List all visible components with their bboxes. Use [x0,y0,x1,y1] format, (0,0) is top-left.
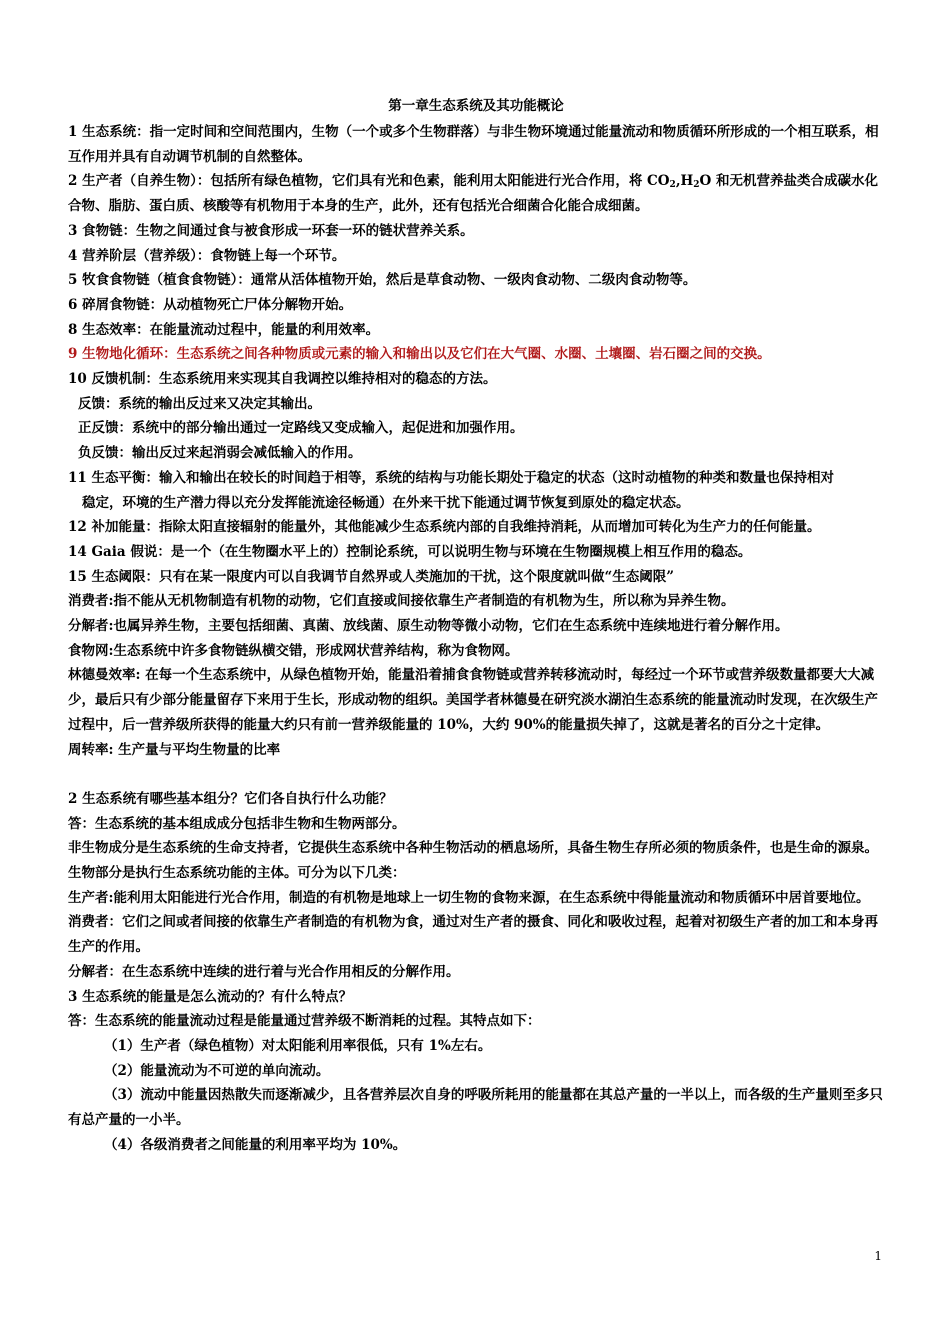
def-ecological-threshold: 15 生态阈限：只有在某一限度内可以自我调节自然界或人类施加的干扰，这个限度就叫做“生态阈限” [68,568,675,585]
def-producer: 2 生产者（自养生物）：包括所有绿色植物，它们具有光和色素，能利用太阳能进行光合作用，将 $CO_2,H_2O$ 和无机营养盐类合成碳水化合物、脂肪、蛋白质、核酸等有机物用于本身的生产，此外，还有包括光合细菌合化能合成细菌。 [68,173,879,215]
def-food-chain: 3 食物链：生物之间通过食与被食形成一环套一环的链状营养关系。 [68,222,474,239]
question-2: 2 生态系统有哪些基本组分？它们各自执行什么功能？ [68,790,393,807]
def-detritus-chain: 6 碎屑食物链：从动植物死亡尸体分解物开始。 [68,296,353,313]
def-turnover-rate: 周转率: 生产量与平均生物量的比率 [68,741,281,758]
def-positive-feedback: 正反馈：系统中的部分输出通过一定路线又变成输入，起促进和加强作用。 [78,420,524,437]
def-ecological-efficiency: 8 生态效率：在能量流动过程中，能量的利用效率。 [68,321,380,338]
question-3: 3 生态系统的能量是怎么流动的？有什么特点？ [68,988,353,1005]
answer-3-point-2: （2）能量流动为不可逆的单向流动。 [104,1062,330,1079]
def-auxiliary-energy: 12 补加能量：指除太阳直接辐射的能量外，其他能减少生态系统内部的自我维持消耗，从而增加可转化为生产力的任何能量。 [68,519,821,536]
def-lindeman-efficiency: 林德曼效率: 在每一个生态系统中，从绿色植物开始，能量沿着捕食食物链或营养转移流动时，每经过一个环节或营养级数量都要大大减少，最后只有少部分能量留存下来用于生长，形成动物的组织。美国学者林德曼在研究淡水湖泊生态系统的能量流动时发现，在次级生产过程中，后一营养级所获得的能量大约只有前一营养级能量的 10%，大约 90%的能量损失掉了，这就是著名的百分之十定律。 [68,667,878,733]
def-trophic-level: 4 营养阶层（营养级）：食物链上每一个环节。 [68,247,346,264]
def-feedback: 反馈：系统的输出反过来又决定其输出。 [78,395,321,412]
answer-2-decomposer: 分解者：在生态系统中连续的进行着与光合作用相反的分解作用。 [68,963,460,980]
answer-2-producer: 生产者:能利用太阳能进行光合作用，制造的有机物是地球上一切生物的食物来源，在生态系统中得能量流动和物质循环中居首要地位。 [68,889,870,906]
def-ecosystem: 1 生态系统：指一定时间和空间范围内，生物（一个或多个生物群落）与非生物环境通过能量流动和物质循环所形成的一个相互联系，相互作用并具有自动调节机制的自然整体。 [68,124,879,165]
answer-2-consumer: 消费者：它们之间或者间接的依靠生产者制造的有机物为食，通过对生产者的摄食、同化和吸收过程，起着对初级生产者的加工和本身再生产的作用。 [68,914,878,956]
def-consumer: 消费者:指不能从无机物制造有机物的动物，它们直接或间接依靠生产者制造的有机物为生，所以称为异养生物。 [68,593,735,610]
page-number: 1 [874,1249,882,1263]
chapter-title: 第一章生态系统及其功能概论 [388,98,564,114]
answer-2-abiotic: 非生物成分是生态系统的生命支持者，它提供生态系统中各种生物活动的栖息场所，具备生物生存所必须的物质条件，也是生命的源泉。 [68,840,878,857]
def-food-web: 食物网:生态系统中许多食物链纵横交错，形成网状营养结构，称为食物网。 [68,642,519,659]
def-grazing-chain: 5 牧食食物链（植食食物链）：通常从活体植物开始，然后是草食动物、一级肉食动物、二级肉食动物等。 [68,272,697,289]
document-page [68,96,884,1158]
def-biogeochemical-cycle: 9 生物地化循环：生态系统之间各种物质或元素的输入和输出以及它们在大气圈、水圈、土壤圈、岩石圈之间的交换。 [68,346,771,363]
answer-2: 答：生态系统的基本组成成分包括非生物和生物两部分。 [68,815,406,832]
answer-3: 答：生态系统的能量流动过程是能量通过营养级不断消耗的过程。其特点如下： [68,1013,541,1030]
def-gaia-hypothesis: 14 Gaia 假说：是一个（在生物圈水平上的）控制论系统，可以说明生物与环境在生物圈规模上相互作用的稳态。 [68,543,752,560]
def-feedback-mechanism: 10 反馈机制：生态系统用来实现其自我调控以维持相对的稳态的方法。 [68,371,497,388]
answer-3-point-1: （1）生产者（绿色植物）对太阳能利用率很低，只有 1%左右。 [104,1038,492,1054]
blank-line [68,762,884,787]
answer-3-point-4: （4）各级消费者之间能量的利用率平均为 10%。 [104,1136,407,1153]
def-ecological-balance: 11 生态平衡：输入和输出在较长的时间趋于相等，系统的结构与功能长期处于稳定的状态（这时动植物的种类和数量也保持相对 稳定，环境的生产潜力得以充分发挥能流途径畅通）在外来干扰下能通过调节恢复到原处的稳定状态。 [68,469,834,511]
answer-3-point-3: （3）流动中能量因热散失而逐渐减少，且各营养层次自身的呼吸所耗用的能量都在其总产量的一半以上，而各级的生产量则至多只有总产量的一小半。 [68,1087,883,1129]
def-decomposer: 分解者:也属异养生物，主要包括细菌、真菌、放线菌、原生动物等微小动物，它们在生态系统中连续地进行着分解作用。 [68,618,789,635]
answer-2-biotic: 生物部分是执行生态系统功能的主体。可分为以下几类： [68,865,406,882]
def-negative-feedback: 负反馈：输出反过来起消弱会减低输入的作用。 [78,445,362,462]
